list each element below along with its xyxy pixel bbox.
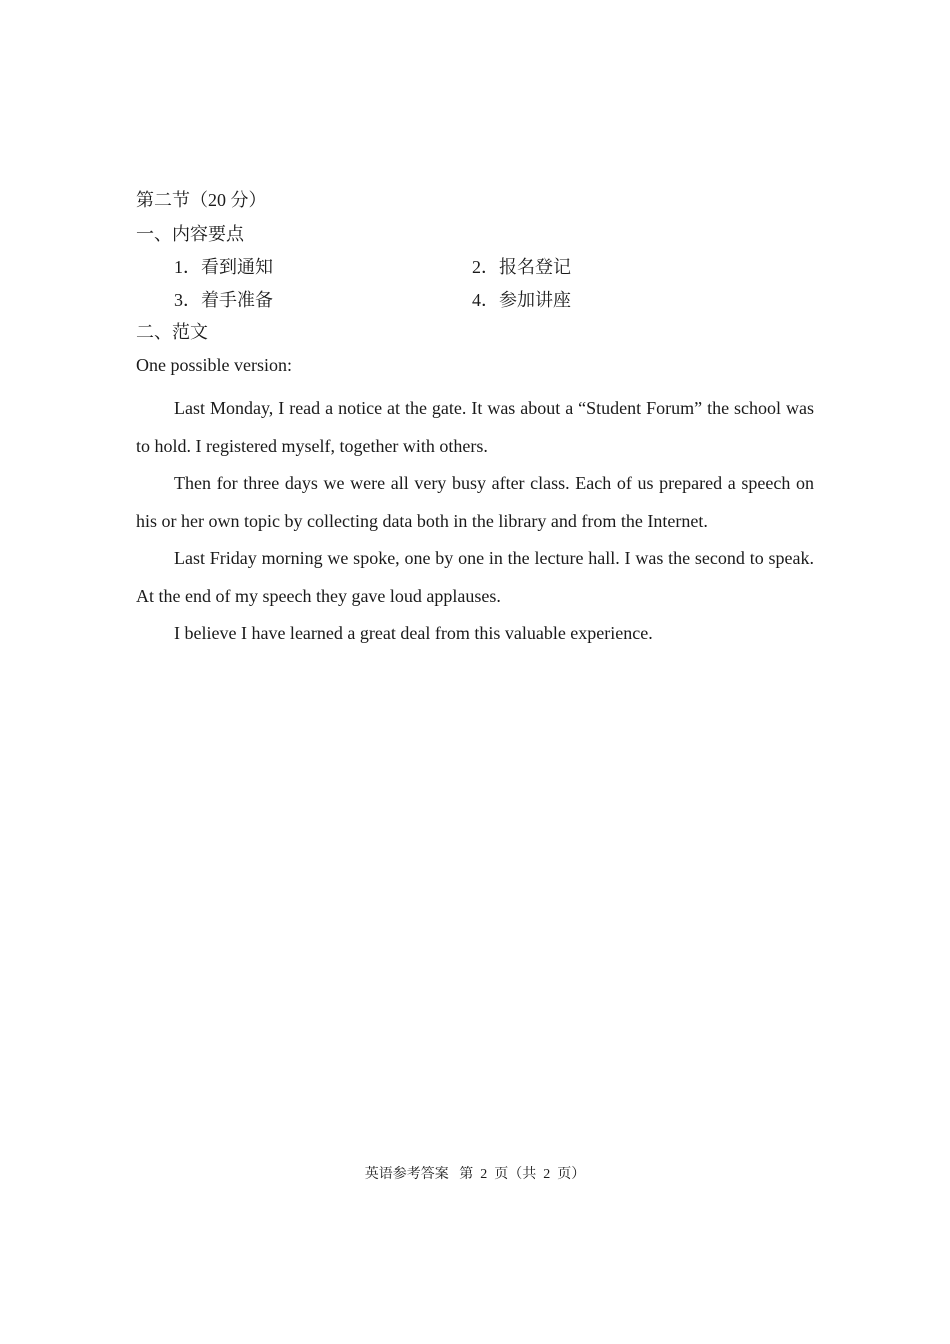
key-point-item: 4．参加讲座 xyxy=(472,290,571,310)
key-point-item: 3．着手准备 xyxy=(174,290,273,310)
key-points-heading: 一、内容要点 xyxy=(136,224,244,244)
essay-paragraph: Then for three days we were all very busy after class. Each of us prepared a speech on his or her own topic by collecting data both in the library and from the Internet. xyxy=(136,473,814,531)
essay-paragraph: I believe I have learned a great deal from this valuable experience. xyxy=(174,623,653,643)
sample-heading: 二、范文 xyxy=(136,322,208,342)
key-point-item: 1．看到通知 xyxy=(174,257,273,277)
key-point-item: 2．报名登记 xyxy=(472,257,571,277)
essay-paragraph: Last Monday, I read a notice at the gate. It was about a “Student Forum” the school was to hold. I registered myself, together with others. xyxy=(136,398,814,456)
section-heading: 第二节（20 分） xyxy=(136,190,267,210)
sample-intro: One possible version: xyxy=(136,355,292,375)
essay-paragraph: Last Friday morning we spoke, one by one in the lecture hall. I was the second to speak. At the end of my speech they gave loud applauses. xyxy=(136,548,814,606)
page-footer: 英语参考答案 第 2 页（共 2 页） xyxy=(364,1167,586,1182)
